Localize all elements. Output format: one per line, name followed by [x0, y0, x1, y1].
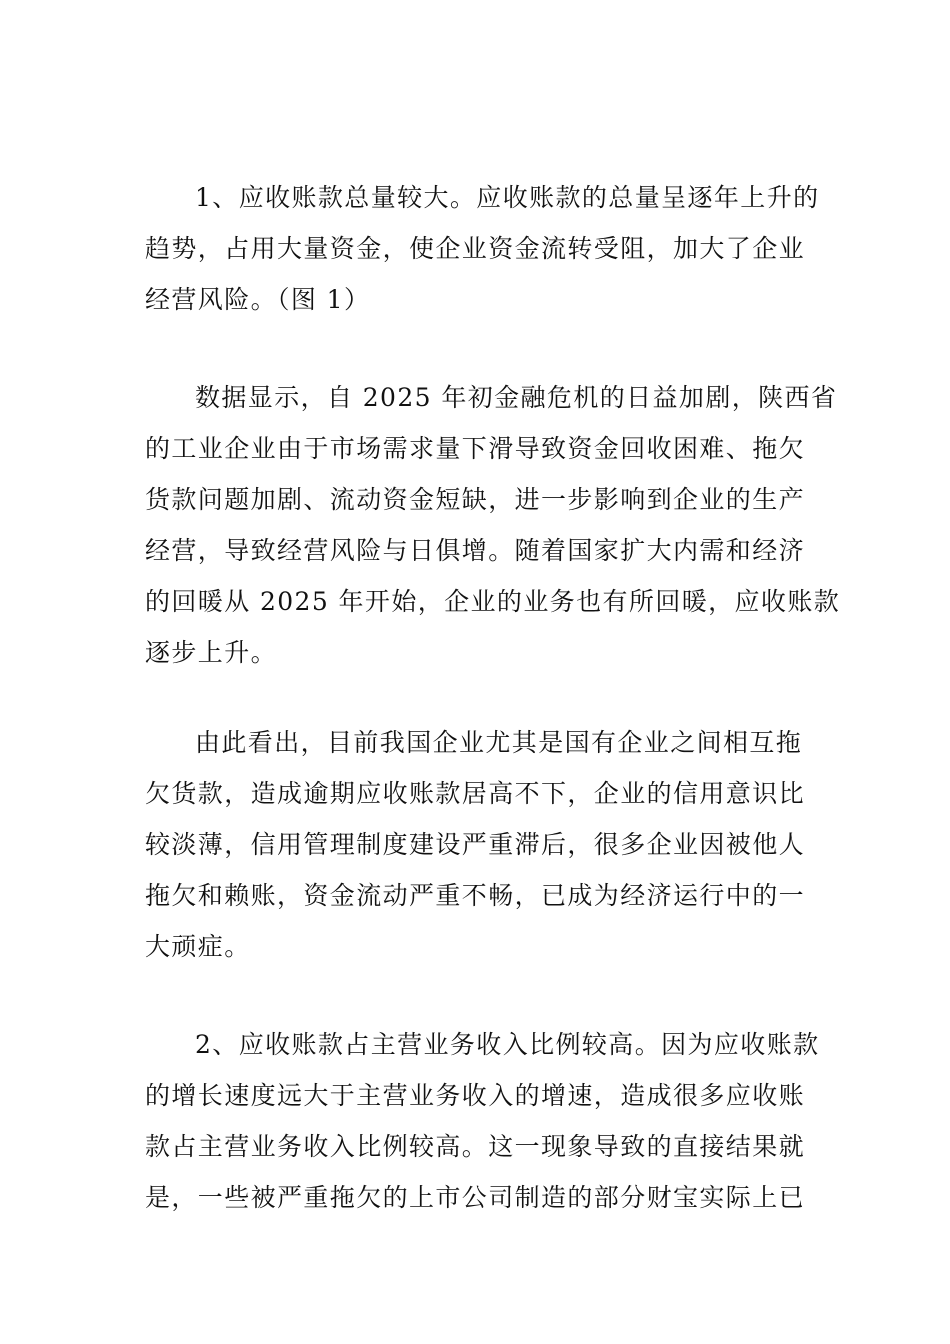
paragraph-line: 数据显示，自 2025 年初金融危机的日益加剧，陕西省: [195, 383, 838, 412]
paragraph-line: 拖欠和赖账，资金流动严重不畅，已成为经济运行中的一: [145, 881, 806, 910]
paragraph-line: 1、应收账款总量较大。应收账款的总量呈逐年上升的: [195, 183, 820, 212]
paragraph-line: 较淡薄，信用管理制度建设严重滞后，很多企业因被他人: [145, 830, 806, 859]
paragraph-line: 的回暖从 2025 年开始，企业的业务也有所回暖，应收账款: [145, 587, 841, 616]
paragraph-line: 大顽症。: [145, 932, 251, 961]
paragraph-receivables-total: [145, 172, 820, 325]
paragraph-line: 经营风险。（图 1）: [145, 285, 371, 314]
paragraph-receivables-ratio: [145, 1019, 820, 1223]
paragraph-line: 由此看出，目前我国企业尤其是国有企业之间相互拖: [195, 728, 803, 757]
paragraph-line: 是，一些被严重拖欠的上市公司制造的部分财宝实际上已: [145, 1183, 806, 1212]
paragraph-line: 趋势，占用大量资金，使企业资金流转受阻，加大了企业: [145, 234, 806, 263]
paragraph-line: 逐步上升。: [145, 638, 278, 667]
paragraph-data-shows: [145, 372, 841, 678]
paragraph-line: 经营，导致经营风险与日俱增。随着国家扩大内需和经济: [145, 536, 806, 565]
paragraph-line: 2、应收账款占主营业务收入比例较高。因为应收账款: [195, 1030, 820, 1059]
paragraph-line: 货款问题加剧、流动资金短缺，进一步影响到企业的生产: [145, 485, 806, 514]
paragraph-line: 款占主营业务收入比例较高。这一现象导致的直接结果就: [145, 1132, 806, 1161]
paragraph-line: 的工业企业由于市场需求量下滑导致资金回收困难、拖欠: [145, 434, 806, 463]
paragraph-line: 的增长速度远大于主营业务收入的增速，造成很多应收账: [145, 1081, 806, 1110]
paragraph-line: 欠货款，造成逾期应收账款居高不下，企业的信用意识比: [145, 779, 806, 808]
paragraph-conclusion: [145, 717, 810, 972]
